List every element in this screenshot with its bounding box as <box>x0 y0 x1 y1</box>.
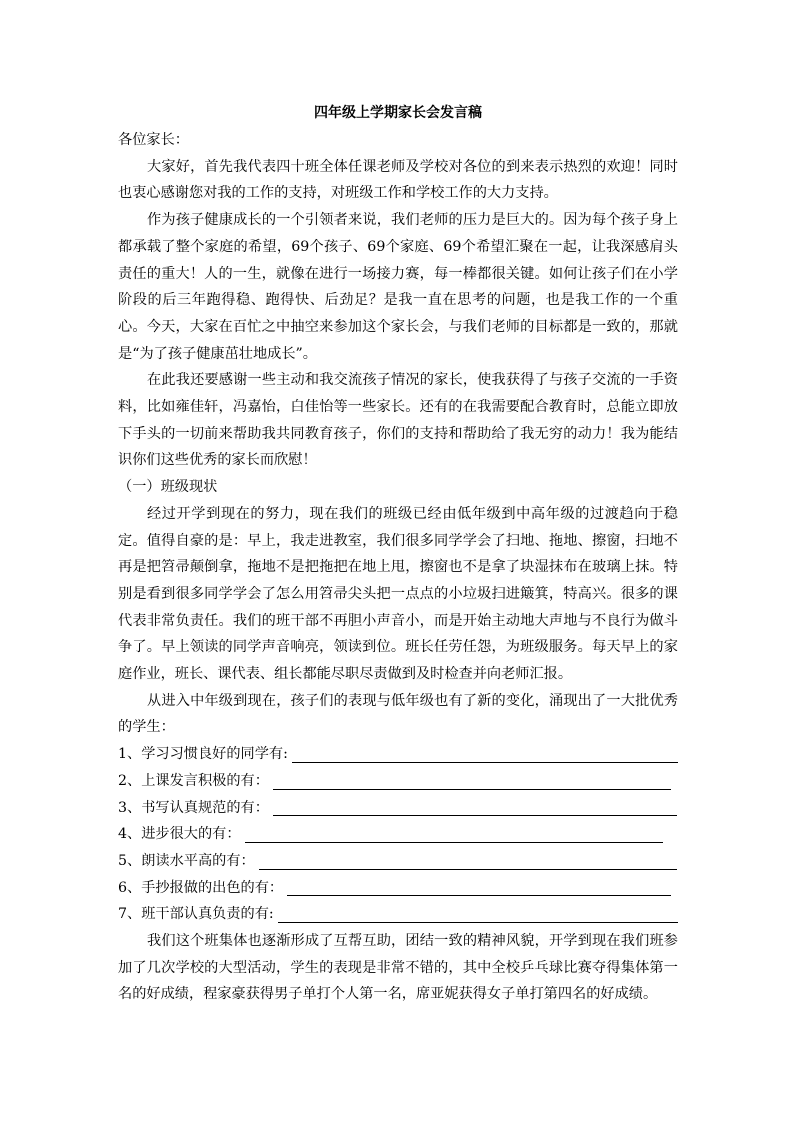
fill-in-label: 5、朗读水平高的有： <box>118 852 255 869</box>
fill-in-item <box>118 741 678 768</box>
paragraph-class-status: 经过开学到现在的努力，现在我们的班级已经由低年级到中高年级的过渡趋向于稳定。值得自豪的是：早上，我走进教室，我们很多同学学会了扫地、拖地、擦窗，扫地不再是把笤帚颠倒拿，拖地不是把拖把在地上甩，擦窗也不是拿了块湿抹布在玻璃上抹。特别是看到很多同学学会了怎么用笤帚尖头把一点点的小垃圾扫进簸箕，特高兴。很多的课代表非常负责任。我们的班干部不再胆小声音小，而是开始主动地大声地与不良行为做斗争了。早上领读的同学声音响亮，领读到位。班长任劳任怨，为班级服务。每天早上的家庭作业，班长、课代表、组长都能尽职尽责做到及时检查并向老师汇报。 <box>118 505 678 683</box>
fill-in-item <box>118 795 678 822</box>
fill-in-blank[interactable] <box>273 769 671 790</box>
fill-in-label: 3、书写认真规范的有： <box>118 799 269 816</box>
fill-in-label: 7、班干部认真负责的有: <box>118 906 274 923</box>
fill-in-blank[interactable] <box>273 795 677 816</box>
greeting: 各位家长： <box>118 132 189 148</box>
fill-in-item <box>118 768 678 795</box>
fill-in-item <box>118 848 678 875</box>
document-title: 四年级上学期家长会发言稿 <box>314 105 482 121</box>
fill-in-label: 4、进步很大的有： <box>118 826 241 843</box>
fill-in-label: 1、学习习惯良好的同学有: <box>118 746 288 763</box>
fill-in-blank[interactable] <box>292 742 678 763</box>
fill-in-item <box>118 901 678 928</box>
paragraph-thanks: 在此我还要感谢一些主动和我交流孩子情况的家长，使我获得了与孩子交流的一手资料，比如雍佳轩，冯嘉怡，白佳怡等一些家长。还有的在我需要配合教育时，总能立即放下手头的一切前来帮助我共同教育孩子，你们的支持和帮助给了我无穷的动力！我为能结识你们这些优秀的家长而欣慰！ <box>118 372 678 469</box>
fill-in-blank[interactable] <box>287 875 671 896</box>
paragraph-outstanding-intro: 从进入中年级到现在，孩子们的表现与低年级也有了新的变化，涌现出了一大批优秀的学生： <box>118 692 678 736</box>
fill-in-label: 2、上课发言积极的有： <box>118 772 269 789</box>
section-heading: （一）班级现状 <box>118 479 218 496</box>
paragraph-welcome: 大家好，首先我代表四十班全体任课老师及学校对各位的到来表示热烈的欢迎！同时也衷心感谢您对我的工作的支持，对班级工作和学校工作的大力支持。 <box>118 158 678 202</box>
fill-in-blank[interactable] <box>278 902 678 923</box>
fill-in-label: 6、手抄报做的出色的有： <box>118 879 284 896</box>
fill-in-blank[interactable] <box>259 849 677 870</box>
paragraph-closing: 我们这个班集体也逐渐形成了互帮互助，团结一致的精神风貌，开学到现在我们班参加了几次学校的大型活动，学生的表现是非常不错的，其中全校乒乓球比赛夺得集体第一名的好成绩，程家豪获得男子单打个人第一名，席亚妮获得女子单打第四名的好成绩。 <box>118 932 678 1003</box>
document-page <box>118 103 678 1008</box>
paragraph-responsibility: 作为孩子健康成长的一个引领者来说，我们老师的压力是巨大的。因为每个孩子身上都承载了整个家庭的希望，69个孩子、69个家庭、69个希望汇聚在一起，让我深感肩头责任的重大！人的一生，就像在进行一场接力赛，每一棒都很关键。如何让孩子们在小学阶段的后三年跑得稳、跑得快、后劲足？是我一直在思考的问题，也是我工作的一个重心。今天，大家在百忙之中抽空来参加这个家长会，与我们老师的目标都是一致的，那就是“为了孩子健康茁壮地成长”。 <box>118 212 678 362</box>
fill-in-item <box>118 821 678 848</box>
fill-in-blank[interactable] <box>245 822 663 843</box>
fill-in-item <box>118 875 678 902</box>
